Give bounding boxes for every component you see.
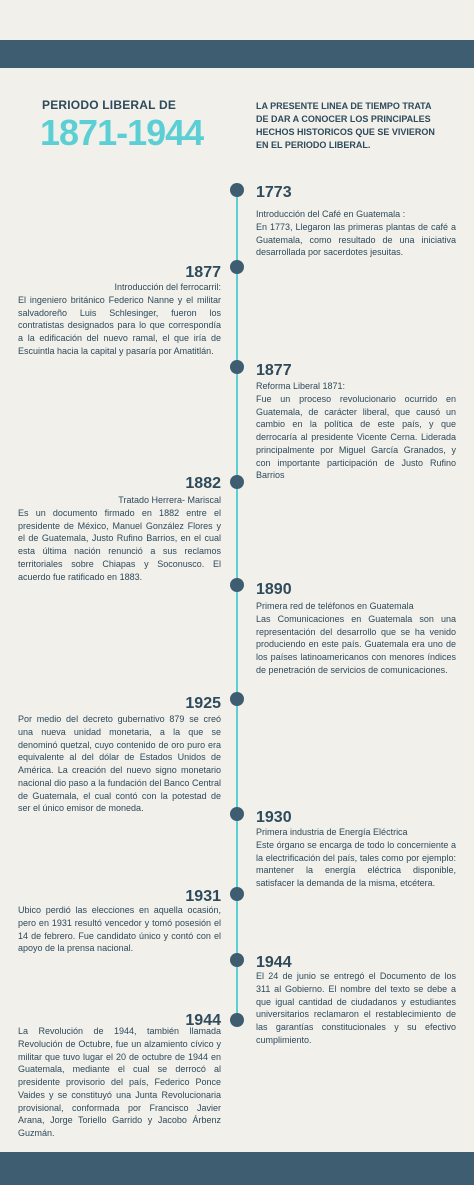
event-year: 1877 <box>256 362 292 379</box>
timeline-dot <box>230 360 244 374</box>
event-body: El ingeniero británico Federico Nanne y el militar salvadoreño Luis Schlesinger, fueron los contratistas designados para lo que correspondía a la edificación del nuevo ramal, el que iría de Escuintla hacia la capital y pasaría por Amatitlán. <box>18 294 221 356</box>
event-entry <box>18 904 221 955</box>
event-body: Fue un proceso revolucionario ocurrido en Guatemala, de carácter liberal, que causó un cambio en la política de este país, y que derrocaría al presidente Vicente Cerna. Liderada principalmente por Miguel García Granados, y con importante participación de Justo Rufino Barrios <box>256 393 456 481</box>
bottom-banner <box>0 1152 474 1185</box>
event-heading: Introducción del Café en Guatemala : <box>256 209 406 219</box>
event-heading: Primera red de teléfonos en Guatemala <box>256 601 414 611</box>
event-year: 1882 <box>185 475 221 492</box>
event-entry <box>256 380 456 482</box>
event-body: Es un documento firmado en 1882 entre el presidente de México, Manuel González Flores y el de Guatemala, Justo Rufino Barrios, en el cual esta última nación renunció a sus reclamos territoriales sobre Chiapas y Soconusco. El acuerdo fue ratificado en 1883. <box>18 507 221 582</box>
event-entry <box>18 281 221 358</box>
event-entry <box>18 713 221 815</box>
timeline-dot <box>230 475 244 489</box>
event-body: Por medio del decreto gubernativo 879 se creó una nueva unidad monetaria, a la que se denominó quetzal, cuyo contenido de oro puro era equivalente al del dólar de Estados Unidos de América. La creación del nuevo signo monetario nacional dio paso a la fundación del Banco Central de Guatemala, el cual contó con la potestad de ser el único emisor de moneda. <box>18 714 221 814</box>
timeline-dot <box>230 183 244 197</box>
intro-text: LA PRESENTE LINEA DE TIEMPO TRATA DE DAR A CONOCER LOS PRINCIPALES HECHOS HISTORICOS QUE SE VIVIERON EN EL PERIODO LIBERAL. <box>256 101 435 151</box>
event-year: 1877 <box>185 264 221 281</box>
event-body: Este órgano se encarga de todo lo concerniente a la electrificación del país, tales como por ejemplo: mantener la energía eléctrica disponible, satisfacer la demanda de la misma, etcétera. <box>256 839 456 889</box>
event-heading: Primera industria de Energía Eléctrica <box>256 827 408 837</box>
event-body: El 24 de junio se entregó el Documento de los 311 al Gobierno. El nombre del texto se debe a que igual cantidad de ciudadanos y estudiantes universitarios reclamaron el restablecimiento de las garantías constitucionales y su efectivo cumplimiento. <box>256 971 456 1045</box>
timeline-dot <box>230 807 244 821</box>
event-entry <box>256 208 456 259</box>
event-heading: Tratado Herrera- Mariscal <box>118 495 221 505</box>
timeline-dot <box>230 260 244 274</box>
timeline-dot <box>230 578 244 592</box>
timeline-dot <box>230 692 244 706</box>
event-year: 1925 <box>185 695 221 712</box>
event-body: Las Comunicaciones en Guatemala son una representación del desarrollo que se ha venido produciendo en este país. Guatemala era uno de los países latinoamericanos con menores índices de penetración de servicios de comunicaciones. <box>256 613 456 675</box>
timeline-dot <box>230 953 244 967</box>
period-years: 1871-1944 <box>40 112 204 153</box>
timeline-dot <box>230 1013 244 1027</box>
event-year: 1931 <box>185 888 221 905</box>
event-body: La Revolución de 1944, también llamada Revolución de Octubre, fue un alzamiento cívico y militar que tuvo lugar el 20 de octubre de 1944 en Guatemala, mediante el cual se derrocó al presidente provisorio del país, Federico Ponce Vaides y se constituyó una Junta Revolucionaria provisional, conformada por Francisco Javier Arana, Jorge Toriello Garrido y Jacobo Árbenz Guzmán. <box>18 1026 221 1139</box>
event-heading: Reforma Liberal 1871: <box>256 381 346 391</box>
top-banner <box>0 40 474 68</box>
timeline-dot <box>230 887 244 901</box>
event-year: 1773 <box>256 184 292 201</box>
event-heading: Introducción del ferrocarril: <box>114 282 221 292</box>
event-year: 1944 <box>185 1012 221 1029</box>
event-entry <box>256 970 456 1047</box>
page-title: PERIODO LIBERAL DE <box>42 98 177 112</box>
event-entry <box>18 1025 221 1140</box>
event-year: 1890 <box>256 581 292 598</box>
event-entry <box>18 494 221 583</box>
event-body: Ubico perdió las elecciones en aquella ocasión, pero en 1931 resultó vencedor y tomó posesión el 14 de febrero. Fue candidato único y contó con el apoyo de la prensa nacional. <box>18 905 221 954</box>
event-entry <box>256 600 456 677</box>
event-body: En 1773, Llegaron las primeras plantas de café a Guatemala, como resultado de una iniciativa desarrollada por sacerdotes jesuitas. <box>256 221 456 258</box>
event-year: 1944 <box>256 954 292 971</box>
event-year: 1930 <box>256 809 292 826</box>
event-entry <box>256 826 456 890</box>
